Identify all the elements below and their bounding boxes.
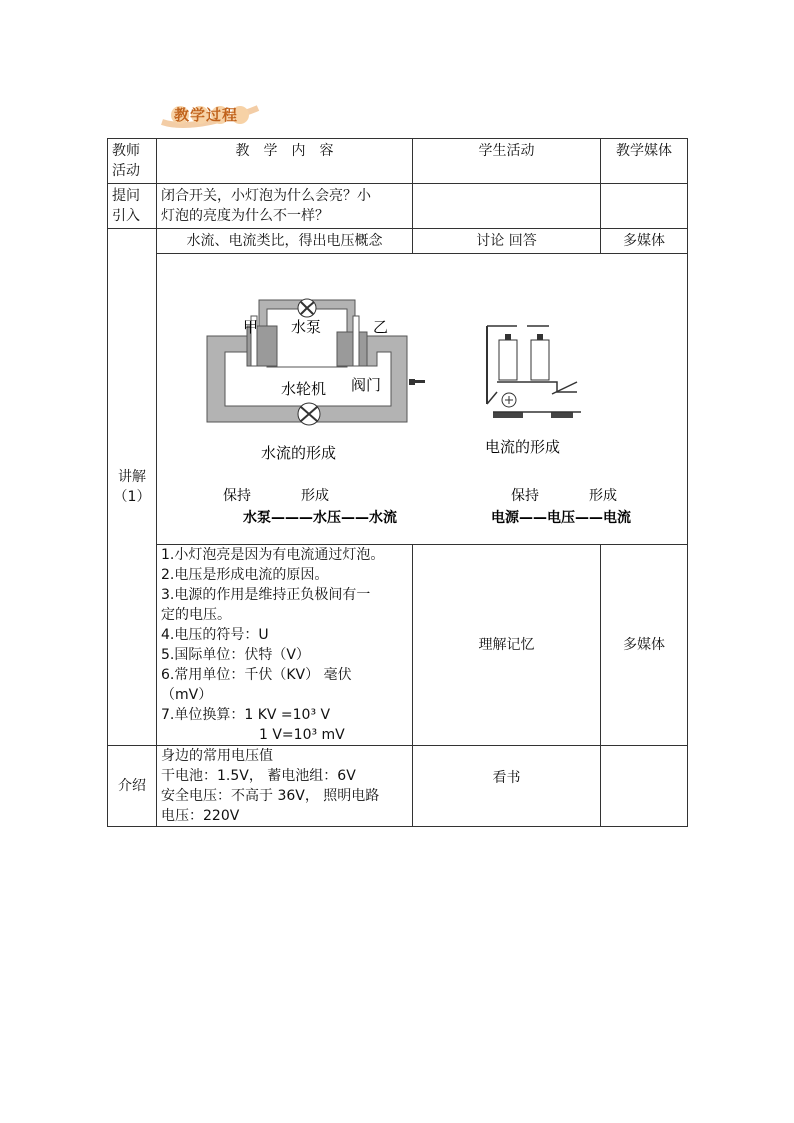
water-circuit-diagram [207,299,425,526]
explain-activity-cell: 讨论 回答 [413,229,601,254]
diagram-row [108,254,688,545]
header-teacher-line2: 活动 [112,163,140,179]
valve-icon [409,379,415,385]
intro2-line2: 干电池：1.5V， 蓄电池组：6V [161,768,356,784]
point-6: 6.常用单位：千伏（KV） 毫伏 [161,667,352,683]
intro2-line4: 电压：220V [161,808,240,824]
point-4: 4.电压的符号：U [161,627,269,643]
point-7: 7.单位换算：1 KV =10³ V [161,707,331,723]
header-teacher-line1: 教师 [112,143,140,159]
label-turbine: 水轮机 [281,380,327,398]
intro2-media-cell [601,746,688,827]
label-jia: 甲 [243,318,259,336]
lesson-table [107,138,688,827]
intro-label-cell [108,184,157,229]
battery-right-icon [531,340,549,380]
section-badge [160,102,260,128]
water-form: 形成 [301,488,329,504]
switch-icon [551,412,573,418]
intro2-label-cell: 介绍 [108,746,157,827]
intro2-activity-cell: 看书 [413,746,601,827]
intro2-line3: 安全电压：不高于 36V， 照明电路 [161,788,380,804]
point-3b: 定的电压。 [161,607,231,623]
current-chain: 电源——电压——电流 [491,510,631,526]
label-pump: 水泵 [291,318,322,336]
point-3: 3.电源的作用是维持正负极间有一 [161,587,371,603]
section-badge-text: 教学过程 [174,106,239,124]
points-media-cell: 多媒体 [601,545,688,746]
intro2-row [108,746,688,827]
intro-label-line1: 提问 [112,188,140,204]
explain-topic-cell: 水流、电流类比，得出电压概念 [157,229,413,254]
intro-row [108,184,688,229]
intro2-content-cell [157,746,413,827]
header-media-cell: 教学媒体 [601,139,688,184]
intro-media-cell [601,184,688,229]
intro-content-line1: 闭合开关，小灯泡为什么会亮？小 [161,188,371,204]
label-valve: 阀门 [351,376,382,394]
header-content-cell: 教 学 内 容 [157,139,413,184]
intro2-line1: 身边的常用电压值 [161,748,273,764]
header-student-cell: 学生活动 [413,139,601,184]
explain-media-cell: 多媒体 [601,229,688,254]
explain-label-cell [108,229,157,746]
points-activity-cell: 理解记忆 [413,545,601,746]
point-2: 2.电压是形成电流的原因。 [161,567,329,583]
water-keep: 保持 [223,488,251,504]
header-row [108,139,688,184]
current-keep: 保持 [511,488,539,504]
explain-label-line1: 讲解 [118,469,146,485]
electric-circuit-diagram [485,326,631,526]
point-1: 1.小灯泡亮是因为有电流通过灯泡。 [161,547,385,563]
water-chain: 水泵———水压——水流 [243,510,397,526]
intro-activity-cell [413,184,601,229]
analogy-diagram [157,254,686,544]
point-5: 5.国际单位：伏特（V） [161,647,310,663]
intro-label-line2: 引入 [112,208,140,224]
points-row [108,545,688,746]
current-caption: 电流的形成 [485,438,561,456]
diagram-cell [157,254,688,545]
intro-content-line2: 灯泡的亮度为什么不一样？ [161,208,329,224]
label-yi: 乙 [373,318,389,336]
explain-label-line2: （1） [113,489,151,505]
point-7b: 1 V=10³ mV [259,727,345,743]
header-teacher-cell [108,139,157,184]
battery-left-icon [499,340,517,380]
intro-content-cell [157,184,413,229]
water-caption: 水流的形成 [261,444,337,462]
current-form: 形成 [589,488,617,504]
point-6b: （mV） [161,687,213,703]
explain-topic-row [108,229,688,254]
points-content-cell [157,545,413,746]
